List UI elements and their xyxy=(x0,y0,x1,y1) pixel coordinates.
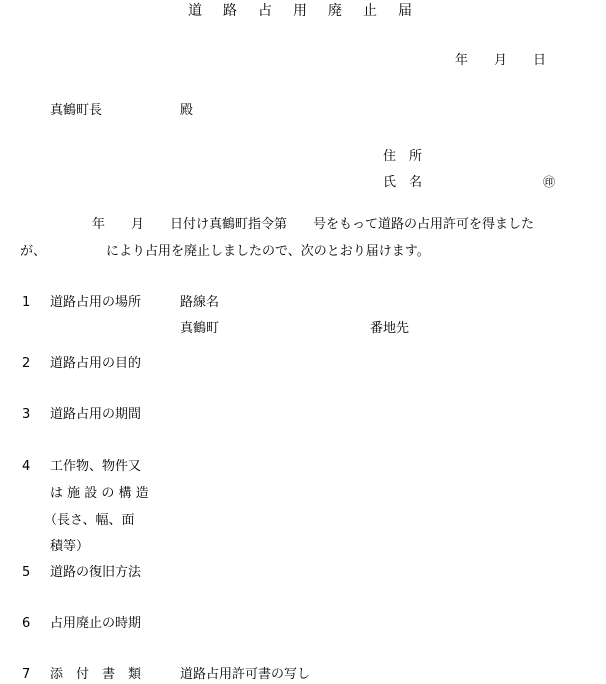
item-label-line-2: は 施 設 の 構 造 xyxy=(50,486,149,501)
item-number: 6 xyxy=(22,616,31,631)
body-line-2-rest: により占用を廃止しましたので、次のとおり届けます。 xyxy=(106,244,430,259)
addressee: 真鶴町長 xyxy=(50,103,103,118)
body-line-1: 年 月 日付け真鶴町指令第 号をもって道路の占用許可を得ました xyxy=(66,217,535,232)
item-number: 7 xyxy=(22,667,31,682)
item-value-town: 真鶴町 xyxy=(180,321,220,336)
body-line-2-start: が、 xyxy=(20,244,47,259)
document-title: 道路占用廃止届 xyxy=(188,3,433,19)
seal-mark xyxy=(543,176,555,189)
item-label: 道路占用の場所 xyxy=(50,295,142,310)
item-label: 添 付 書 類 xyxy=(50,667,142,682)
item-number: 4 xyxy=(22,459,31,474)
date-line: 年 月 日 xyxy=(455,53,547,68)
item-label: 道路の復旧方法 xyxy=(50,565,142,580)
seal-icon: ㊞ xyxy=(543,175,556,189)
item-label-line-4: 積等） xyxy=(50,539,90,554)
item-label-line-1: 工作物、物件又 xyxy=(50,459,142,474)
item-number: 1 xyxy=(22,295,31,310)
item-value-route: 路線名 xyxy=(180,295,220,310)
item-value-address: 番地先 xyxy=(370,321,410,336)
item-label: 道路占用の期間 xyxy=(50,407,142,422)
address-label: 住 所 xyxy=(383,149,423,164)
item-number: 3 xyxy=(22,407,31,422)
name-label: 氏 名 xyxy=(383,175,423,190)
honorific: 殿 xyxy=(180,103,194,118)
item-number: 5 xyxy=(22,565,31,580)
item-label: 占用廃止の時期 xyxy=(50,616,142,631)
item-label: 道路占用の目的 xyxy=(50,356,142,371)
item-value-attachment: 道路占用許可書の写し xyxy=(180,667,311,682)
item-number: 2 xyxy=(22,356,31,371)
item-label-line-3: （長さ、幅、面 xyxy=(44,513,135,528)
